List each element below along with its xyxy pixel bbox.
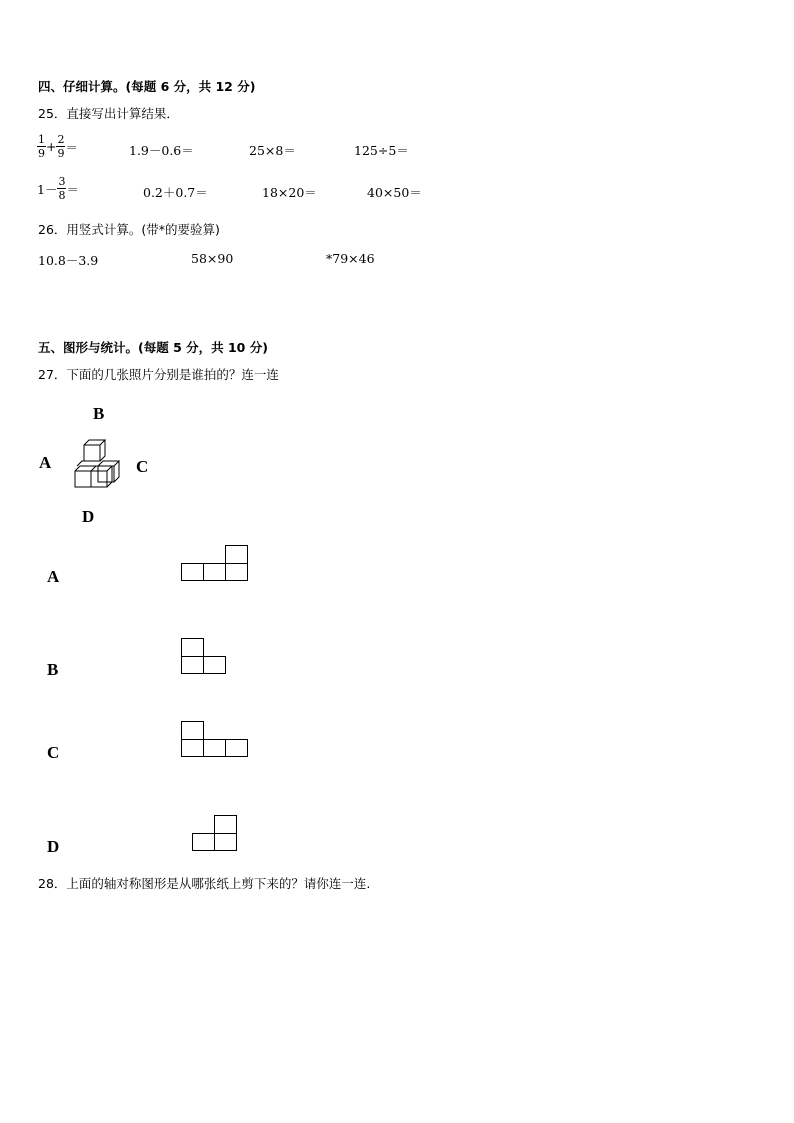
q25-expr-2: 1.9－0.6＝: [129, 143, 194, 158]
view-d-shape: [191, 814, 239, 852]
section-4-title: 四、仔细计算。(每题 6 分，共 12 分): [38, 79, 256, 94]
view-c-shape: [180, 720, 250, 758]
cube-stack-figure: [70, 436, 122, 492]
q25-expr-4: 125÷5＝: [354, 143, 409, 158]
direction-label-a: A: [39, 453, 52, 472]
q26-item-1: 10.8－3.9: [38, 253, 99, 268]
fraction-1-9: $\frac{1}{9}$: [38, 133, 45, 160]
q26-item-3: *79×46: [326, 251, 375, 266]
q25-expr-fraction-diff: 1－ $\frac{3}{8}$ ＝: [37, 175, 79, 202]
direction-label-b: B: [93, 404, 105, 423]
q26-item-2: 58×90: [191, 251, 234, 266]
q25-expr-8: 40×50＝: [367, 185, 422, 200]
q25-expr-3: 25×8＝: [249, 143, 296, 158]
view-a-shape: [180, 544, 250, 582]
q25-prompt: 25．直接写出计算结果．: [38, 106, 179, 121]
q28-prompt: 28．上面的轴对称图形是从哪张纸上剪下来的？请你连一连.: [38, 876, 371, 891]
q25-expr-7: 18×20＝: [262, 185, 317, 200]
section-5-title: 五、图形与统计。(每题 5 分，共 10 分): [38, 340, 268, 355]
direction-label-d: D: [82, 507, 95, 526]
view-label-a: A: [47, 567, 60, 586]
view-label-c: C: [47, 743, 60, 762]
q25-expr-fraction-sum: $\frac{1}{9}$ + $\frac{2}{9}$ ＝: [38, 133, 78, 160]
fraction-2-9: $\frac{2}{9}$: [57, 133, 65, 160]
view-b-shape: [180, 637, 228, 675]
direction-label-c: C: [136, 457, 149, 476]
view-label-d: D: [47, 837, 60, 856]
q26-prompt: 26．用竖式计算。(带*的要验算): [38, 222, 220, 237]
q25-expr-6: 0.2＋0.7＝: [143, 185, 208, 200]
q27-prompt: 27．下面的几张照片分别是谁拍的？连一连: [38, 367, 279, 382]
view-label-b: B: [47, 660, 59, 679]
fraction-3-8: $\frac{3}{8}$: [58, 175, 66, 202]
